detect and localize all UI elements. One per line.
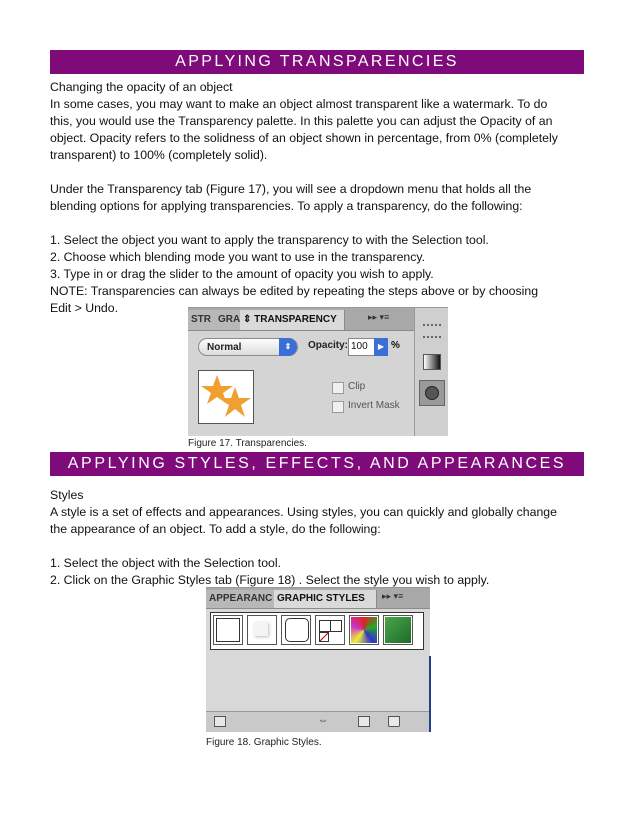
break-link-icon[interactable]: ⇔ <box>318 715 328 726</box>
intro-line: the appearance of an object. To add a style, do the following: <box>50 522 381 536</box>
subheading: Changing the opacity of an object <box>50 80 233 94</box>
style-swatch-rounded[interactable] <box>281 615 311 645</box>
intro-line: In some cases, you may want to make an object almost transparent like a watermark. To do <box>50 97 548 111</box>
opacity-unit: % <box>391 340 400 351</box>
para-line: blending options for applying transparencies. To apply a transparency, do the following: <box>50 199 523 213</box>
new-style-icon[interactable] <box>358 716 370 727</box>
section2-text <box>50 487 590 589</box>
section-heading-transparencies: APPLYING TRANSPARENCIES <box>50 50 584 74</box>
style-swatch-mosaic[interactable] <box>349 615 379 645</box>
object-thumbnail <box>198 370 254 424</box>
panel-menu-icon[interactable]: ▸▸ ▾≡ <box>382 591 404 601</box>
para-line: Under the Transparency tab (Figure 17), you will see a dropdown menu that holds all the <box>50 182 532 196</box>
style-swatch-green[interactable] <box>383 615 413 645</box>
style-swatch-row <box>210 612 424 650</box>
opacity-input[interactable]: 100 <box>348 338 376 356</box>
style-library-icon[interactable] <box>214 716 226 727</box>
step: 1. Select the object you want to apply the transparency to with the Selection tool. <box>50 233 489 247</box>
step: 3. Type in or drag the slider to the amount of opacity you wish to apply. <box>50 267 434 281</box>
intro-line: transparent) to 100% (completely solid). <box>50 148 268 162</box>
panel-footer <box>206 711 430 732</box>
gradient-icon[interactable] <box>423 354 441 370</box>
step: 1. Select the object with the Selection tool. <box>50 556 282 570</box>
figure18-caption: Figure 18. Graphic Styles. <box>206 737 322 748</box>
tab-transparency[interactable]: ⇕ TRANSPARENCY <box>240 310 345 330</box>
blend-mode-value: Normal <box>207 342 242 353</box>
intro-line: A style is a set of effects and appearances. Using styles, you can quickly and globally change <box>50 505 557 519</box>
panel-menu-icon[interactable]: ▸▸ ▾≡ <box>368 312 390 322</box>
tab-gradient[interactable]: GRA <box>215 310 242 330</box>
invert-mask-checkbox[interactable] <box>332 401 344 413</box>
tab-stroke[interactable]: STR <box>188 310 217 330</box>
subheading: Styles <box>50 488 84 502</box>
opacity-slider-button[interactable]: ▶ <box>374 338 388 356</box>
style-swatch-shadow[interactable] <box>247 615 277 645</box>
trash-icon[interactable] <box>388 716 400 727</box>
panel-scrollbar[interactable] <box>429 656 431 732</box>
clip-label: Clip <box>348 381 366 392</box>
tab-graphic-styles[interactable]: GRAPHIC STYLES <box>274 590 377 608</box>
intro-line: object. Opacity refers to the solidness of an object shown in percentage, from 0% (completely <box>50 131 558 145</box>
panel-tab-bar <box>188 308 414 331</box>
step: 2. Choose which blending mode you want to use in the transparency. <box>50 250 426 264</box>
dock-grip-icon <box>423 324 441 338</box>
style-swatch-default[interactable] <box>213 615 243 645</box>
graphic-styles-panel-figure <box>206 587 430 732</box>
opacity-label: Opacity: <box>308 340 349 351</box>
panel-tab-bar <box>206 588 430 609</box>
note: NOTE: Transparencies can always be edited by repeating the steps above or by choosing <box>50 284 539 298</box>
intro-line: this, you would use the Transparency palette. In this palette you can adjust the Opacity of an <box>50 114 553 128</box>
section-heading-styles: APPLYING STYLES, EFFECTS, AND APPEARANCES <box>50 452 584 476</box>
transparency-icon[interactable] <box>419 380 445 406</box>
step: 2. Click on the Graphic Styles tab (Figure 18) . Select the style you wish to apply. <box>50 573 490 587</box>
select-arrows-icon: ⇕ <box>279 338 297 356</box>
section1-text <box>50 79 590 317</box>
stars-icon <box>199 371 253 423</box>
note: Edit > Undo. <box>50 301 119 315</box>
panel-dock <box>414 308 448 436</box>
tab-appearance[interactable]: APPEARANC <box>206 590 277 608</box>
clip-checkbox[interactable] <box>332 382 344 394</box>
figure17-caption: Figure 17. Transparencies. <box>188 438 307 449</box>
invert-mask-label: Invert Mask <box>348 400 400 411</box>
transparency-panel-figure <box>188 307 448 436</box>
style-swatch-none[interactable] <box>315 615 345 645</box>
blend-mode-select[interactable] <box>198 338 298 356</box>
